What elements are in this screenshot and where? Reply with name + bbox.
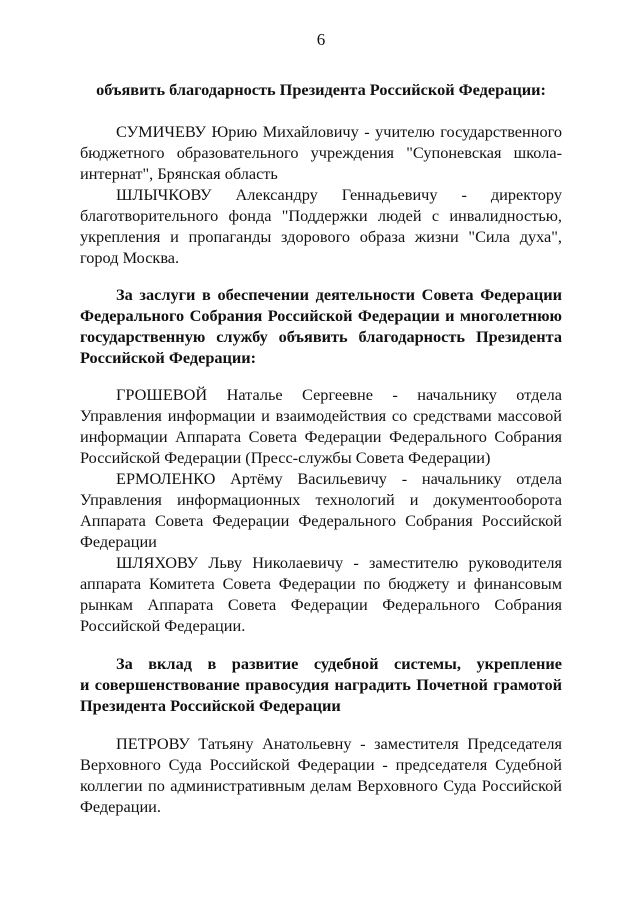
- text-line: ЕРМОЛЕНКО Артёму Васильевичу - начальнику отдела: [116, 469, 562, 488]
- section-heading: объявить благодарность Президента Российской Федерации:: [96, 80, 546, 99]
- text-line: коллегии по административным делам Верховного Суда Российской: [80, 776, 562, 795]
- text-line: бюджетного образовательного учреждения "Супоневская школа-: [80, 143, 562, 162]
- text-line: ПЕТРОВУ Татьяну Анатольевну - заместителя Председателя: [116, 734, 562, 753]
- text-line: ШЛЯХОВУ Льву Николаевичу - заместителю руководителя: [116, 553, 562, 572]
- text-line: аппарата Комитета Совета Федерации по бюджету и финансовым: [80, 574, 562, 593]
- text-line: информации Аппарата Совета Федерации Федерального Собрания: [80, 427, 562, 446]
- text-line: ГРОШЕВОЙ Наталье Сергеевне - начальнику отдела: [116, 385, 562, 404]
- text-line: укрепления и пропаганды здорового образа жизни "Сила духа",: [80, 227, 562, 246]
- text-line: Управления информационных технологий и документооборота: [80, 490, 562, 509]
- text-line: интернат", Брянская область: [80, 164, 278, 183]
- text-line: Российской Федерации (Пресс-службы Совета Федерации): [80, 448, 491, 467]
- text-line: благотворительного фонда "Поддержки людей с инвалидностью,: [80, 206, 562, 225]
- text-line: Верховного Суда Российской Федерации - председателя Судебной: [80, 755, 562, 774]
- heading-line: и совершенствование правосудия наградить Почетной грамотой: [80, 675, 562, 694]
- heading-line: государственную службу объявить благодарность Президента: [80, 327, 562, 346]
- heading-line: Президента Российской Федерации: [80, 696, 341, 715]
- heading-line: За вклад в развитие судебной системы, укрепление: [116, 654, 562, 673]
- text-line: Управления информации и взаимодействия со средствами массовой: [80, 406, 562, 425]
- text-line: Федерации: [80, 532, 157, 551]
- heading-line: Федерального Собрания Российской Федерации и многолетнюю: [80, 306, 562, 325]
- page-number: 6: [316, 30, 326, 49]
- text-line: город Москва.: [80, 248, 180, 267]
- text-line: ШЛЫЧКОВУ Александру Геннадьевичу - директору: [116, 185, 562, 204]
- text-line: Федерации.: [80, 797, 161, 816]
- text-line: рынкам Аппарата Совета Федерации Федерального Собрания: [80, 595, 562, 614]
- text-line: Российской Федерации.: [80, 616, 246, 635]
- heading-line: Российской Федерации:: [80, 348, 257, 367]
- text-line: СУМИЧЕВУ Юрию Михайловичу - учителю государственного: [116, 122, 562, 141]
- heading-line: За заслуги в обеспечении деятельности Совета Федерации: [116, 285, 562, 304]
- text-line: Аппарата Совета Федерации Федерального Собрания Российской: [80, 511, 562, 530]
